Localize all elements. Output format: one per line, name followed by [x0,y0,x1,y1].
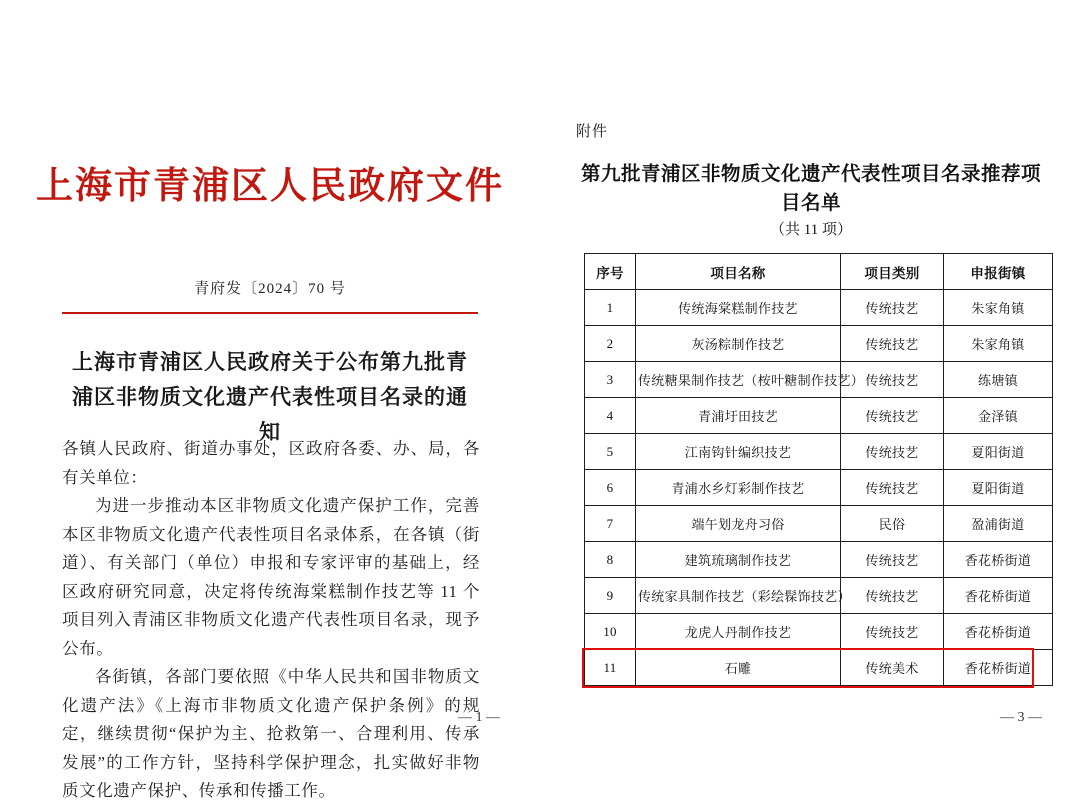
table-row [585,434,1053,470]
table-cell-name: 端午划龙舟习俗 [636,506,841,542]
table-row [585,470,1053,506]
attachment-label: 附件 [576,124,609,140]
table-cell-town: 夏阳街道 [944,434,1053,470]
table-cell-town: 香花桥街道 [944,650,1053,686]
table-cell-name: 传统海棠糕制作技艺 [636,290,841,326]
table-cell-category: 传统技艺 [841,326,944,362]
table-cell-category: 传统技艺 [841,362,944,398]
body-paragraph-salutation: 各镇人民政府、街道办事处，区政府各委、办、局，各有关单位： [62,439,480,487]
table-header-no: 序号 [585,254,636,290]
table-header-name: 项目名称 [636,254,841,290]
table-cell-category: 传统技艺 [841,434,944,470]
table-cell-town: 夏阳街道 [944,470,1053,506]
table-cell-town: 盈浦街道 [944,506,1053,542]
table-cell-no: 7 [585,506,636,542]
table-cell-town: 香花桥街道 [944,542,1053,578]
table-row [585,614,1053,650]
table-row [585,650,1053,686]
table-header-category: 项目类别 [841,254,944,290]
table-cell-no: 6 [585,470,636,506]
table-cell-no: 9 [585,578,636,614]
table-body [585,290,1053,686]
list-subtitle: （共 11 项） [770,222,852,238]
table-cell-name: 江南钩针编织技艺 [636,434,841,470]
table-cell-category: 传统技艺 [841,578,944,614]
notice-body [62,435,480,806]
table-cell-town: 朱家角镇 [944,326,1053,362]
table-row [585,290,1053,326]
table-cell-no: 11 [585,650,636,686]
table-cell-category: 民俗 [841,506,944,542]
table-cell-town: 练塘镇 [944,362,1053,398]
notice-heading: 上海市青浦区人民政府关于公布第九批青浦区非物质文化遗产代表性项目名录的通知 [72,350,468,444]
page-number-left: — 1 — [458,710,500,725]
table-cell-name: 龙虎人丹制作技艺 [636,614,841,650]
document-masthead-title: 上海市青浦区人民政府文件 [36,163,504,207]
table-row [585,506,1053,542]
table-cell-category: 传统技艺 [841,614,944,650]
table-cell-no: 10 [585,614,636,650]
table-cell-town: 金泽镇 [944,398,1053,434]
table-cell-town: 香花桥街道 [944,614,1053,650]
table-row [585,326,1053,362]
table-cell-no: 3 [585,362,636,398]
table-cell-name: 建筑琉璃制作技艺 [636,542,841,578]
table-header-row [585,254,1053,290]
document-number: 青府发〔2024〕70 号 [194,281,346,297]
table-cell-no: 1 [585,290,636,326]
table-cell-category: 传统美术 [841,650,944,686]
heritage-items-table [584,253,1053,686]
table-cell-no: 2 [585,326,636,362]
table-row [585,578,1053,614]
body-paragraph-2: 各街镇，各部门要依照《中华人民共和国非物质文化遗产法》《上海市非物质文化遗产保护条例》的规定，继续贯彻“保护为主、抢救第一、合理利用、传承发展”的工作方针，坚持科学保护理念，扎实做好非物质文化遗产保护、传承和传播工作。 [62,667,480,800]
table-row [585,362,1053,398]
table-cell-name: 青浦圩田技艺 [636,398,841,434]
table-header-town: 申报街镇 [944,254,1053,290]
table-cell-category: 传统技艺 [841,290,944,326]
table-cell-category: 传统技艺 [841,398,944,434]
table-row [585,542,1053,578]
table-cell-no: 5 [585,434,636,470]
page-number-right: — 3 — [1000,710,1042,725]
table-cell-name: 青浦水乡灯彩制作技艺 [636,470,841,506]
table-cell-name: 石雕 [636,650,841,686]
table-cell-town: 朱家角镇 [944,290,1053,326]
red-divider-rule [62,312,478,314]
table-cell-town: 香花桥街道 [944,578,1053,614]
table-cell-no: 4 [585,398,636,434]
table-cell-name: 传统糖果制作技艺（桉叶糖制作技艺） [636,362,841,398]
document-page-right [540,0,1080,810]
list-title: 第九批青浦区非物质文化遗产代表性项目名录推荐项目名单 [580,164,1041,214]
table-cell-category: 传统技艺 [841,470,944,506]
table-cell-name: 灰汤粽制作技艺 [636,326,841,362]
table-cell-no: 8 [585,542,636,578]
table-cell-name: 传统家具制作技艺（彩绘髹饰技艺） [636,578,841,614]
table-row [585,398,1053,434]
table-cell-category: 传统技艺 [841,542,944,578]
body-paragraph-1: 为进一步推动本区非物质文化遗产保护工作，完善本区非物质文化遗产代表性项目名录体系，在各镇（街道）、有关部门（单位）申报和专家评审的基础上，经区政府研究同意，决定将传统海棠糕制作技艺等 11 个项目列入青浦区非物质文化遗产代表性项目名录，现予公布。 [62,496,480,658]
